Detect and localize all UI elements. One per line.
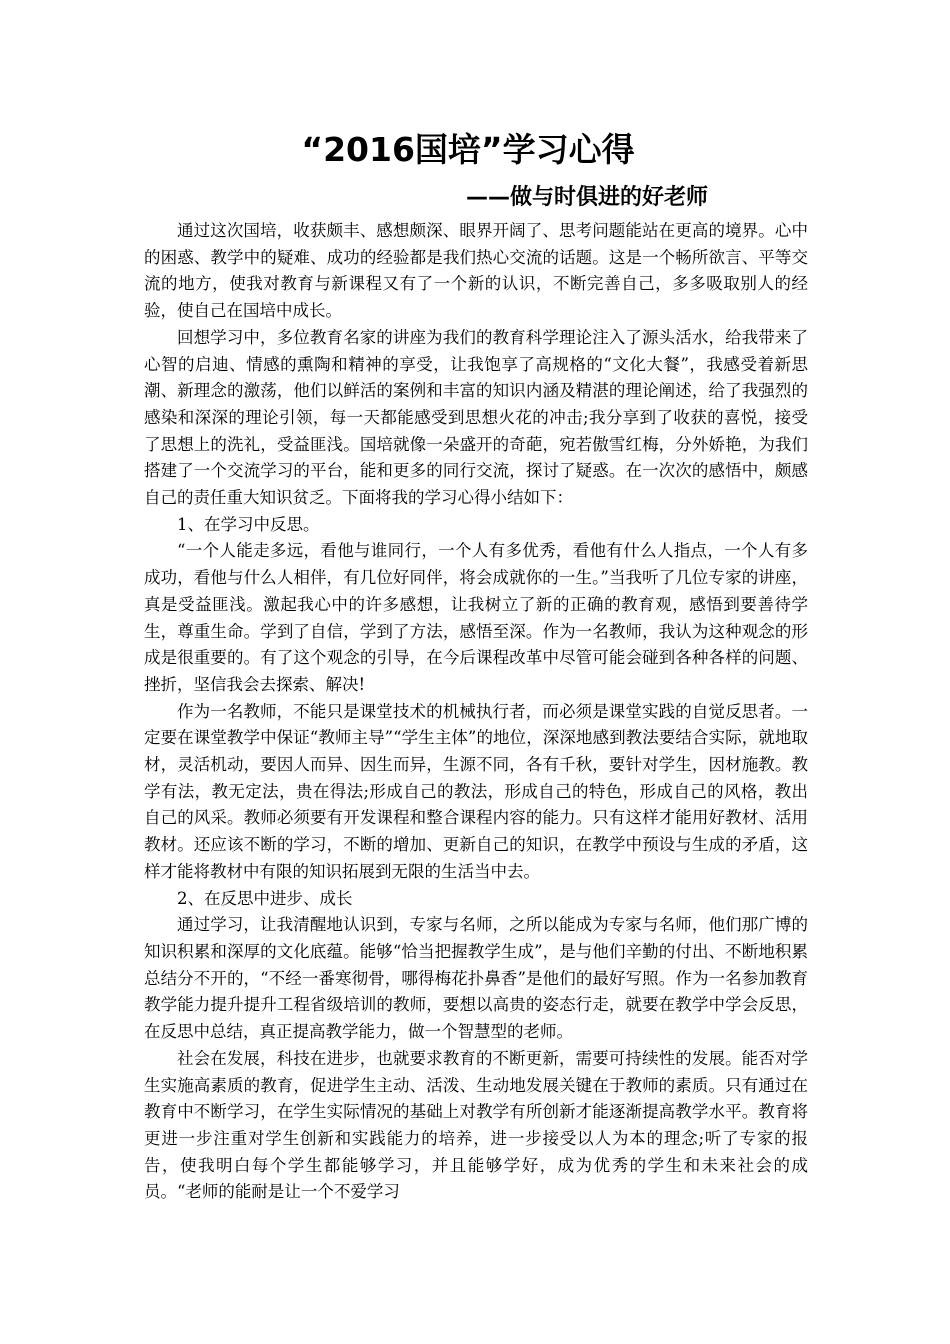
section-heading-1: 1、在学习中反思。 <box>177 514 320 534</box>
paragraph-teacher-role: 作为一名教师，不能只是课堂技术的机械执行者，而必须是课堂实践的自觉反思者。一定要在课堂教学中保证“教师主导”“学生主体”的地位，深深地感到教法要结合实际，就地取材，灵活机动，要因人而异、因生而异，生源不同，各有千秋，要针对学生，因材施教。教学有法，教无定法，贵在得法;形成自己的教法，形成自己的特色，形成自己的风格，教出自己的风采。教师必须要有开发课程和整合课程内容的能力。只有这样才能用好教材、活用教材。还应该不断的学习，不断的增加、更新自己的知识，在教学中预设与生成的矛盾，这样才能将教材中有限的知识拓展到无限的生活当中去。 <box>144 701 808 881</box>
paragraph-experts: 通过学习，让我清醒地认识到，专家与名师，之所以能成为专家与名师，他们那广博的知识积累和深厚的文化底蕴。能够“恰当把握教学生成”，是与他们辛勤的付出、不断地积累总结分不开的，“不经一番寒彻骨，哪得梅花扑鼻香”是他们的最好写照。作为一名参加教育教学能力提升提升工程省级培训的教师，要想以高贵的姿态行走，就要在教学中学会反思，在反思中总结，真正提高教学能力，做一个智慧型的老师。 <box>144 915 808 1042</box>
document-title: “2016国培”学习心得 <box>301 130 635 169</box>
paragraph-society: 社会在发展，科技在进步，也就要求教育的不断更新，需要可持续性的发展。能否对学生实施高素质的教育，促进学生主动、活泼、生动地发展关键在于教师的素质。只有通过在教育中不断学习，在学生实际情况的基础上对教学有所创新才能逐渐提高教学水平。教育将更进一步注重对学生创新和实践能力的培养，进一步接受以人为本的理念;听了专家的报告，使我明白每个学生都能够学习，并且能够学好，成为优秀的学生和未来社会的成员。“老师的能耐是让一个不爱学习 <box>144 1048 808 1202</box>
document-subtitle: ——做与时俱进的好老师 <box>465 185 708 210</box>
paragraph-intro: 通过这次国培，收获颇丰、感想颇深、眼界开阔了、思考问题能站在更高的境界。心中的困惑、教学中的疑难、成功的经验都是我们热心交流的话题。这是一个畅所欲言、平等交流的地方，使我对教育与新课程又有了一个新的认识，不断完善自己，多多吸取别人的经验，使自己在国培中成长。 <box>144 221 808 321</box>
paragraph-recall: 回想学习中，多位教育名家的讲座为我们的教育科学理论注入了源头活水，给我带来了心智的启迪、情感的熏陶和精神的享受，让我饱享了高规格的“文化大餐”，我感受着新思潮、新理念的激荡，他们以鲜活的案例和丰富的知识内涵及精湛的理论阐述，给了我强烈的感染和深深的理论引领，每一天都能感受到思想火花的冲击;我分享到了收获的喜悦，接受了思想上的洗礼，受益匪浅。国培就像一朵盛开的奇葩，宛若傲雪红梅，分外娇艳，为我们搭建了一个交流学习的平台，能和更多的同行交流，探讨了疑惑。在一次次的感悟中，颇感自己的责任重大知识贫乏。下面将我的学习心得小结如下： <box>144 327 808 508</box>
section-heading-2: 2、在反思中进步、成长 <box>177 888 353 908</box>
paragraph-quote: “一个人能走多远，看他与谁同行，一个人有多优秀，看他有什么人指点，一个人有多成功，看他与什么人相伴，有几位好同伴，将会成就你的一生。”当我听了几位专家的讲座，真是受益匪浅。激起我心中的许多感想，让我树立了新的正确的教育观，感悟到要善待学生，尊重生命。学到了自信，学到了方法，感悟至深。作为一名教师，我认为这种观念的形成是很重要的。有了这个观念的引导，在今后课程改革中尽管可能会碰到各种各样的问题、挫折，坚信我会去探索、解决! <box>144 541 808 694</box>
document-body <box>144 218 808 1206</box>
document-page <box>144 122 808 1206</box>
